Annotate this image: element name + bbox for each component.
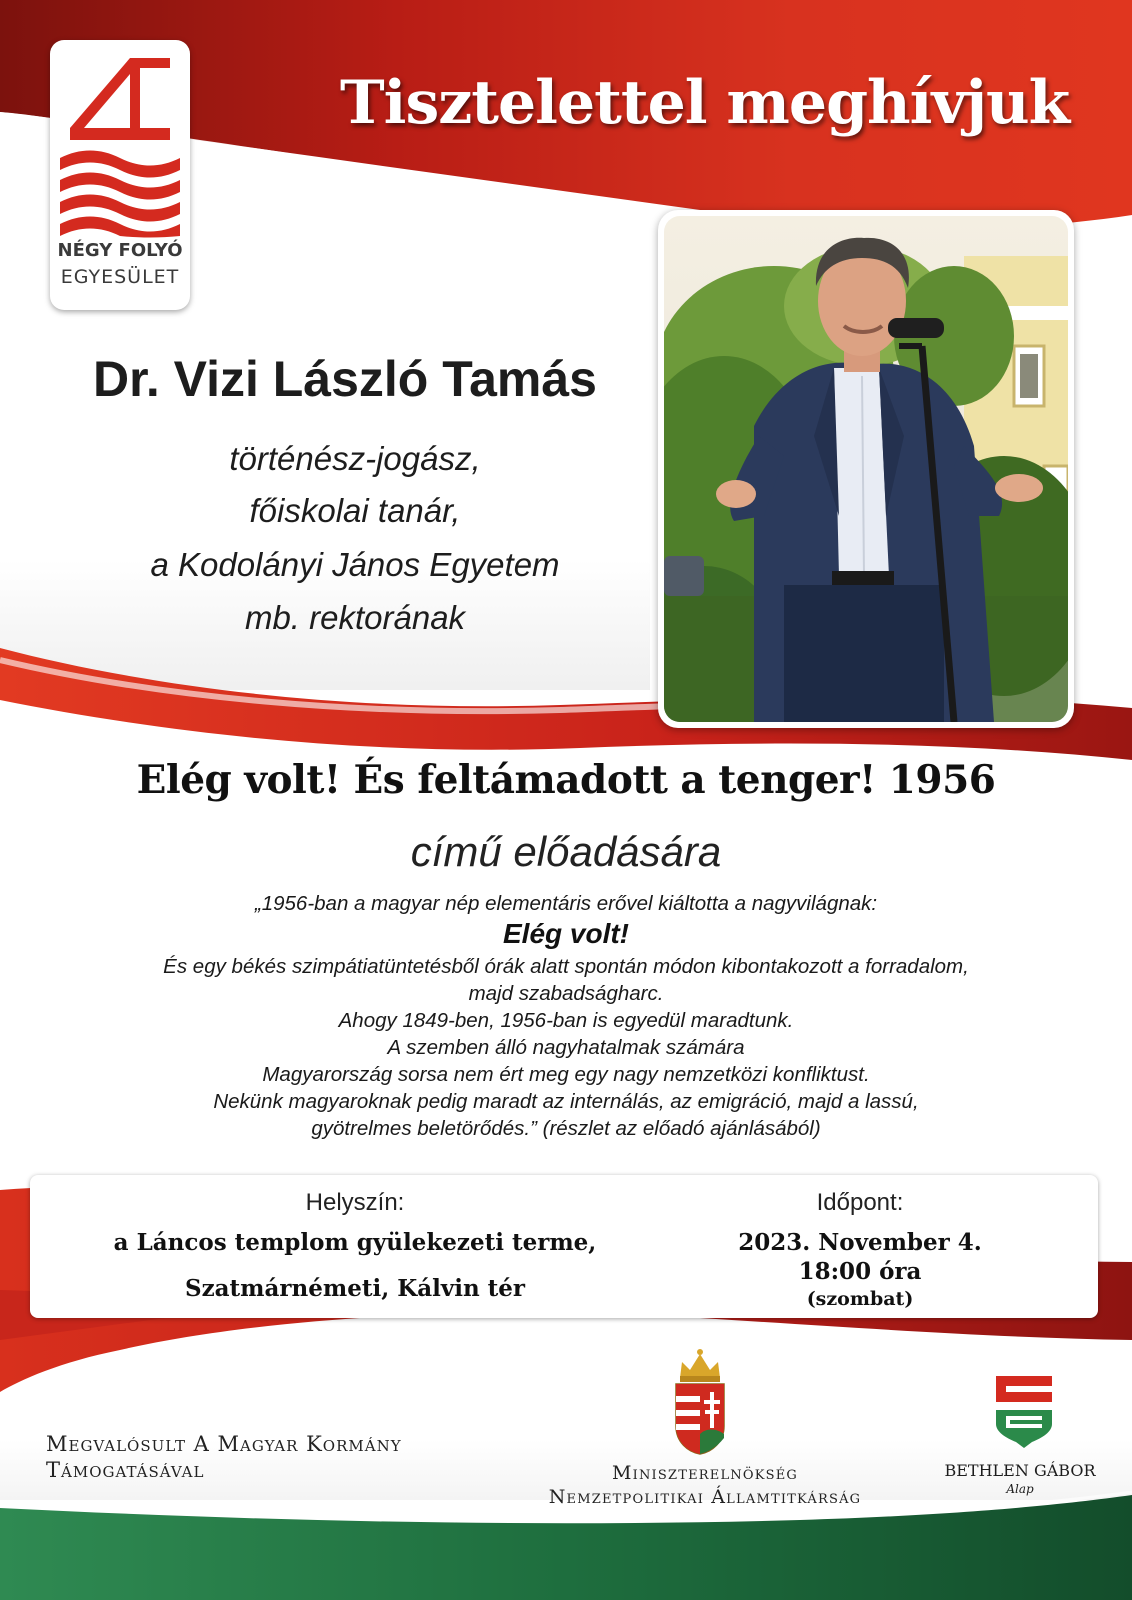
location-line: a Láncos templom gyülekezeti terme,	[113, 1229, 597, 1256]
quote-line: majd szabadságharc.	[468, 982, 664, 1005]
hungarian-coat-of-arms-icon	[672, 1348, 728, 1456]
government-support-text: Támogatásával	[46, 1458, 205, 1482]
location-label: Helyszín:	[305, 1189, 405, 1216]
speaker-photo-image	[664, 216, 1068, 722]
logo-subtitle: EGYESÜLET	[60, 266, 180, 288]
fund-subtitle: Alap	[1006, 1482, 1034, 1496]
quote-line: És egy békés szimpátiatüntetésből órák alatt spontán módon kibontakozott a forradalom,	[163, 955, 969, 978]
speaker-role-line: mb. rektorának	[244, 599, 466, 636]
bethlen-gabor-logo-icon	[992, 1372, 1056, 1452]
quote-line: A szemben álló nagyhatalmak számára	[387, 1036, 745, 1059]
logo-name: NÉGY FOLYÓ	[57, 240, 183, 261]
lecture-subtitle: című előadására	[410, 828, 722, 875]
speaker-role-line: történész-jogász,	[229, 440, 481, 477]
ministry-name: Miniszterelnökség	[611, 1462, 799, 1484]
quote-line: Magyarország sorsa nem ért meg egy nagy nemzetközi konfliktust.	[262, 1063, 870, 1086]
event-date: 2023. November 4.	[738, 1229, 982, 1256]
quote-line: Ahogy 1849-ben, 1956-ban is egyedül maradtunk.	[338, 1009, 794, 1032]
time-label: Időpont:	[816, 1189, 904, 1216]
event-time: 18:00 óra	[798, 1258, 922, 1285]
quote-emphasis: Elég volt!	[502, 918, 629, 949]
fund-name: BETHLEN GÁBOR	[944, 1461, 1096, 1480]
speaker-photo	[658, 210, 1074, 728]
government-support-text: Megvalósult A Magyar Kormány	[46, 1432, 402, 1456]
quote-line: „1956-ban a magyar nép elementáris erővel kiáltotta a nagyvilágnak:	[254, 892, 878, 915]
four-rivers-logo-icon	[60, 48, 180, 238]
organization-logo	[50, 40, 190, 310]
quote-line: gyötrelmes beletörődés.” (részlet az előadó ajánlásából)	[311, 1117, 821, 1140]
event-day: (szombat)	[806, 1288, 914, 1310]
event-info-box	[30, 1175, 1098, 1318]
speaker-role-line: főiskolai tanár,	[249, 492, 461, 529]
ministry-department: Nemzetpolitikai Államtitkárság	[548, 1486, 862, 1508]
speaker-role-line: a Kodolányi János Egyetem	[150, 546, 560, 583]
invitation-title: Tisztelettel meghívjuk	[340, 68, 1070, 138]
location-line: Szatmárnémeti, Kálvin tér	[184, 1275, 526, 1302]
quote-line: Nekünk magyaroknak pedig maradt az internálás, az emigráció, majd a lassú,	[213, 1090, 919, 1113]
speaker-name: Dr. Vizi László Tamás	[93, 351, 597, 407]
lecture-title: Elég volt! És feltámadott a tenger! 1956	[136, 757, 996, 803]
